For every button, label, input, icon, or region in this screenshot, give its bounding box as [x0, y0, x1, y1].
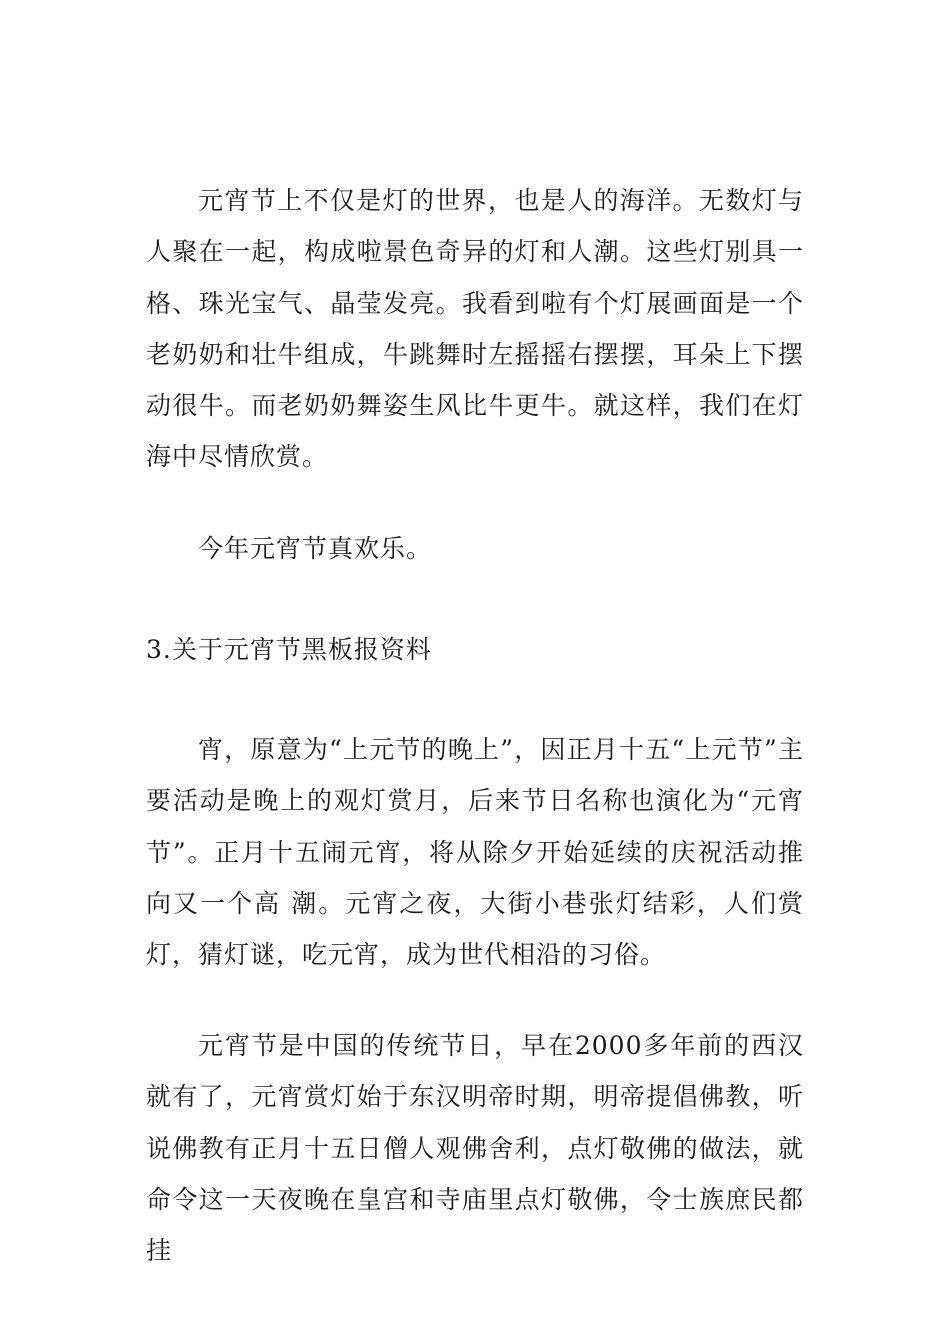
body-paragraph: 元宵节是中国的传统节日，早在2000多年前的西汉就有了，元宵赏灯始于东汉明帝时期，明帝提倡佛教，听说佛教有正月十五日僧人观佛舍利，点灯敬佛的做法，就命令这一天夜晚在皇宫和寺庙里点灯敬佛，令士族庶民都挂 [146, 1031, 804, 1266]
section-heading: 3.关于元宵节黑板报资料 [146, 635, 432, 664]
body-paragraph: 宵，原意为“上元节的晚上”，因正月十五“上元节”主要活动是晚上的观灯赏月，后来节日名称也演化为“元宵节”。正月十五闹元宵，将从除夕开始延续的庆祝活动推向又一个高 潮。元宵之夜，大街小巷张灯结彩，人们赏灯，猜灯谜，吃元宵，成为世代相沿的习俗。 [146, 735, 804, 970]
body-paragraph: 元宵节上不仅是灯的世界，也是人的海洋。无数灯与人聚在一起，构成啦景色奇异的灯和人潮。这些灯别具一格、珠光宝气、晶莹发亮。我看到啦有个灯展画面是一个老奶奶和壮牛组成，牛跳舞时左摇摇右摆摆，耳朵上下摆动很牛。而老奶奶舞姿生风比牛更牛。就这样，我们在灯海中尽情欣赏。 [146, 186, 804, 472]
body-paragraph: 今年元宵节真欢乐。 [198, 534, 433, 563]
